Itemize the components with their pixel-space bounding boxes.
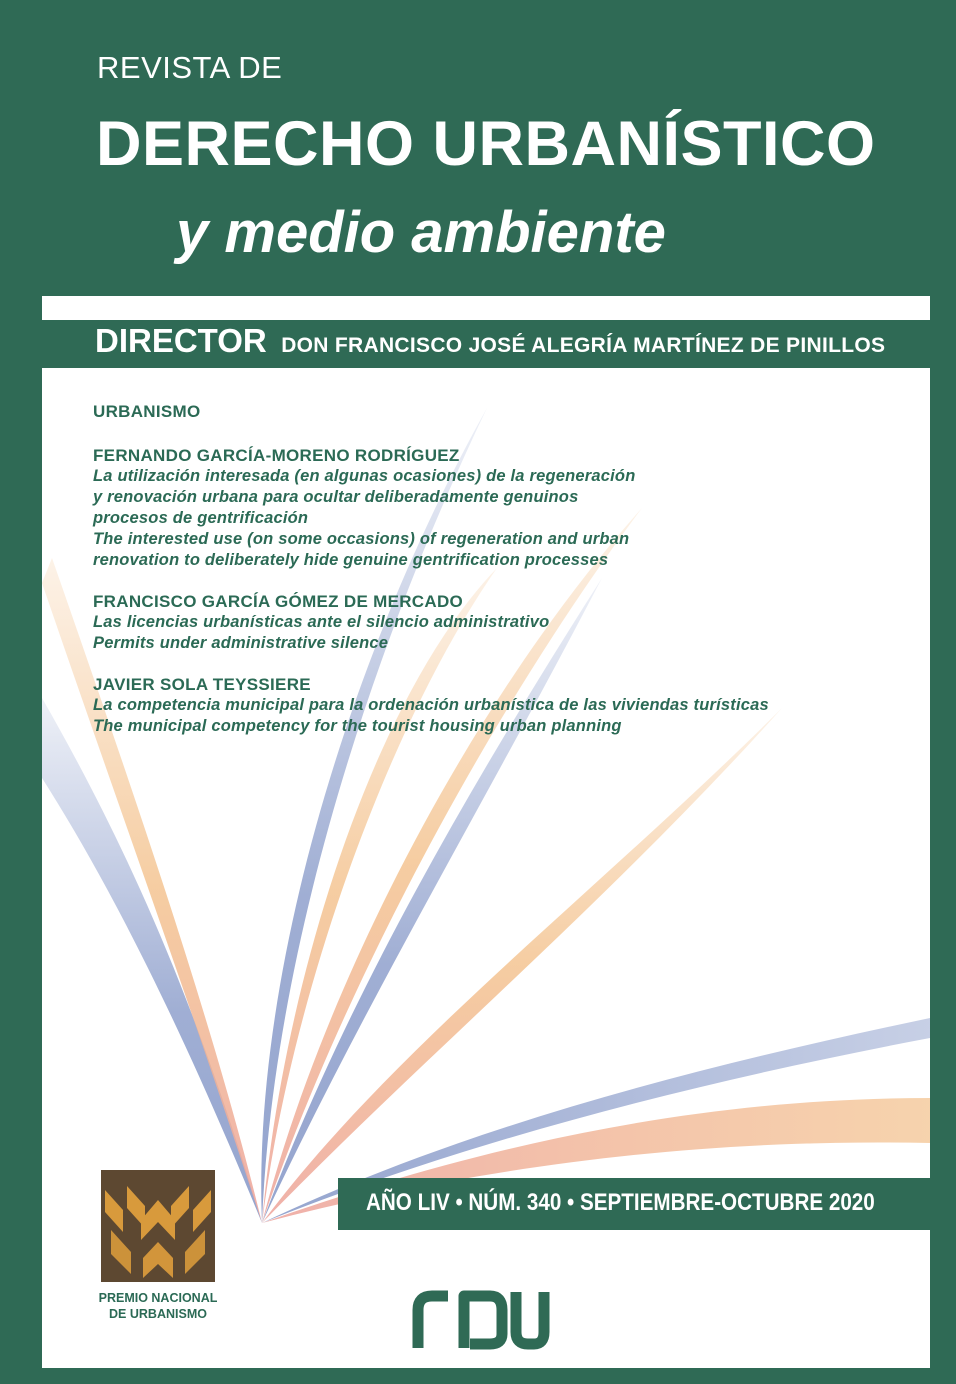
article-author: FERNANDO GARCÍA-MORENO RODRÍGUEZ [93,446,460,465]
article-title-line: The interested use (on some occasions) of regeneration and urban [93,530,630,548]
article-title-line: y renovación urbana para ocultar deliberadamente genuinos [93,488,579,506]
rdu-publisher-logo-icon [410,1288,550,1350]
white-band [42,296,930,320]
issue-bar [338,1178,930,1230]
article-entry [93,592,549,654]
article-author: JAVIER SOLA TEYSSIERE [93,675,311,694]
article-title-line: La competencia municipal para la ordenación urbanística de las viviendas turísticas [93,696,769,714]
article-title-line: The municipal competency for the tourist housing urban planning [93,717,622,735]
article-title-line: Permits under administrative silence [93,634,389,652]
article-title-line: procesos de gentrificación [93,509,309,527]
article-title-line: Las licencias urbanísticas ante el silencio administrativo [93,613,550,631]
director-line [95,322,885,360]
article-title-line: La utilización interesada (en algunas ocasiones) de la regeneración [93,467,636,485]
article-entry [93,446,635,571]
director-name: DON FRANCISCO JOSÉ ALEGRÍA MARTÍNEZ DE PINILLOS [281,334,886,357]
award-line1: PREMIO NACIONAL [98,1291,218,1305]
article-entry [93,675,769,737]
award-line2: DE URBANISMO [109,1307,207,1321]
masthead-subtitle: y medio ambiente [176,200,666,265]
article-title-line: renovation to deliberately hide genuine gentrification processes [93,551,609,569]
issue-info: AÑO LIV • NÚM. 340 • SEPTIEMBRE-OCTUBRE 2020 [366,1189,875,1216]
article-author: FRANCISCO GARCÍA GÓMEZ DE MERCADO [93,592,464,611]
masthead-line1: REVISTA DE [97,50,283,85]
director-label: DIRECTOR [95,322,267,359]
urbanism-award-logo-icon [101,1170,215,1282]
section-heading: URBANISMO [93,402,201,421]
award-caption [85,1290,231,1322]
ray-orange-left [42,558,262,1223]
ray-blue-left [42,698,262,1223]
masthead-title: DERECHO URBANÍSTICO [96,109,876,179]
